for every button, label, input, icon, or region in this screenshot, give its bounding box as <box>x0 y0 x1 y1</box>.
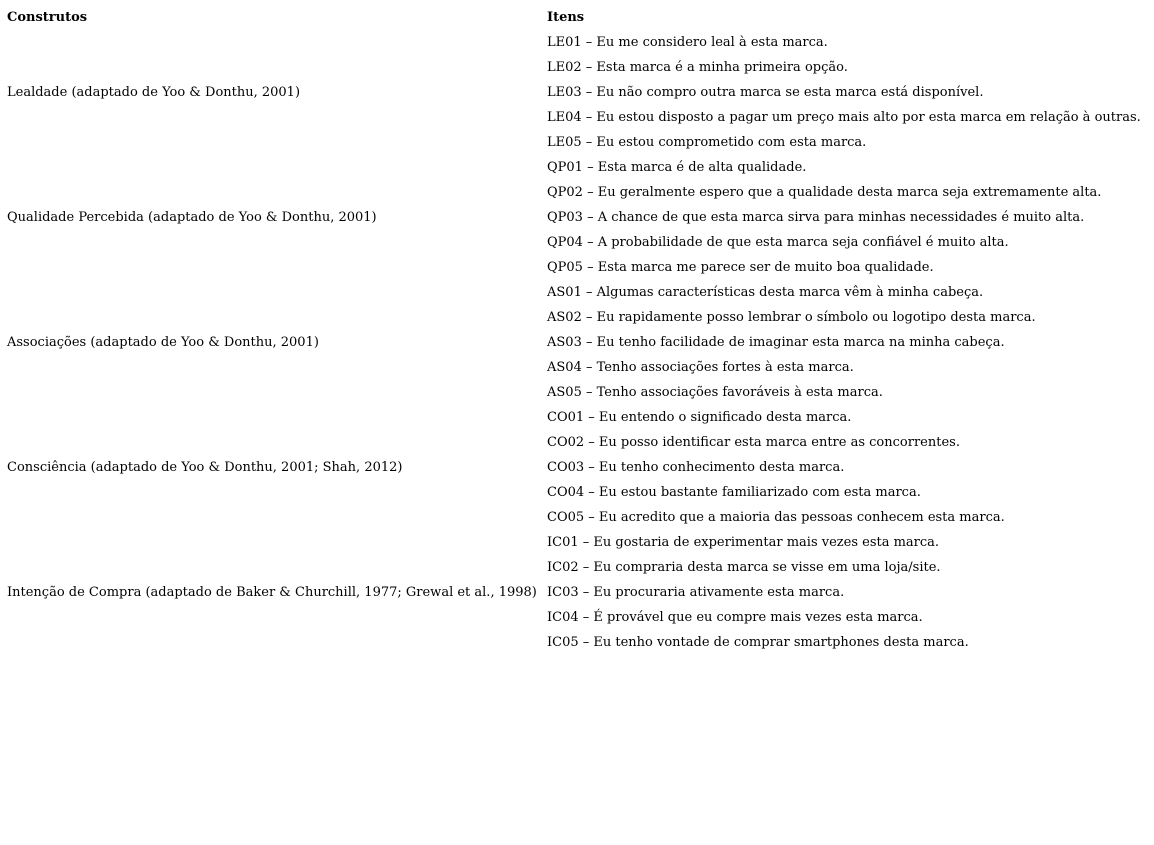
construct-label: Qualidade Percebida (adaptado de Yoo & Donthu, 2001) <box>7 210 377 225</box>
item-cell: AS01 – Algumas características desta marca vêm à minha cabeça. <box>547 285 984 300</box>
table-row <box>7 255 1152 280</box>
item-cell: IC03 – Eu procuraria ativamente esta marca. <box>547 585 845 600</box>
table-row <box>7 405 1152 430</box>
item-cell: QP03 – A chance de que esta marca sirva para minhas necessidades é muito alta. <box>547 210 1085 225</box>
table-row <box>7 505 1152 530</box>
table-row <box>7 55 1152 80</box>
item-cell: IC01 – Eu gostaria de experimentar mais vezes esta marca. <box>547 535 940 550</box>
table-row <box>7 630 1152 655</box>
item-cell: CO05 – Eu acredito que a maioria das pessoas conhecem esta marca. <box>547 510 1005 525</box>
table-row <box>7 130 1152 155</box>
table-row <box>7 555 1152 580</box>
table-row <box>7 355 1152 380</box>
table-row <box>7 30 1152 55</box>
table-row <box>7 380 1152 405</box>
table-row <box>7 155 1152 180</box>
item-cell: LE02 – Esta marca é a minha primeira opção. <box>547 60 848 75</box>
item-cell: QP04 – A probabilidade de que esta marca seja confiável é muito alta. <box>547 235 1009 250</box>
table-row <box>7 105 1152 130</box>
item-cell: CO02 – Eu posso identificar esta marca entre as concorrentes. <box>547 435 960 450</box>
item-cell: LE03 – Eu não compro outra marca se esta marca está disponível. <box>547 85 984 100</box>
item-cell: IC05 – Eu tenho vontade de comprar smartphones desta marca. <box>547 635 969 650</box>
table-row <box>7 230 1152 255</box>
construct-label: Intenção de Compra (adaptado de Baker & Churchill, 1977; Grewal et al., 1998) <box>7 585 537 600</box>
table-row <box>7 305 1152 330</box>
item-cell: QP02 – Eu geralmente espero que a qualidade desta marca seja extremamente alta. <box>547 185 1102 200</box>
item-cell: AS05 – Tenho associações favoráveis à esta marca. <box>547 385 883 400</box>
item-cell: IC04 – É provável que eu compre mais vezes esta marca. <box>547 610 923 625</box>
item-cell: QP05 – Esta marca me parece ser de muito boa qualidade. <box>547 260 934 275</box>
item-cell: QP01 – Esta marca é de alta qualidade. <box>547 160 807 175</box>
table-row <box>7 180 1152 205</box>
table-row <box>7 330 1152 355</box>
construct-label: Associações (adaptado de Yoo & Donthu, 2001) <box>7 335 319 350</box>
table-row <box>7 530 1152 555</box>
item-cell: LE01 – Eu me considero leal à esta marca. <box>547 35 828 50</box>
item-cell: IC02 – Eu compraria desta marca se visse em uma loja/site. <box>547 560 941 575</box>
table-row <box>7 580 1152 605</box>
construct-label: Lealdade (adaptado de Yoo & Donthu, 2001) <box>7 85 301 100</box>
item-cell: CO03 – Eu tenho conhecimento desta marca. <box>547 460 845 475</box>
item-cell: LE05 – Eu estou comprometido com esta marca. <box>547 135 867 150</box>
header-constructs: Construtos <box>7 10 88 25</box>
item-cell: CO04 – Eu estou bastante familiarizado com esta marca. <box>547 485 921 500</box>
table-row <box>7 480 1152 505</box>
item-cell: LE04 – Eu estou disposto a pagar um preço mais alto por esta marca em relação à outras. <box>547 110 1141 125</box>
table-row <box>7 605 1152 630</box>
item-cell: CO01 – Eu entendo o significado desta marca. <box>547 410 852 425</box>
table-row <box>7 455 1152 480</box>
constructs-table <box>7 5 1152 655</box>
table-row <box>7 280 1152 305</box>
item-cell: AS02 – Eu rapidamente posso lembrar o símbolo ou logotipo desta marca. <box>547 310 1036 325</box>
table-row <box>7 430 1152 455</box>
table-row <box>7 80 1152 105</box>
item-cell: AS03 – Eu tenho facilidade de imaginar esta marca na minha cabeça. <box>547 335 1005 350</box>
table-header <box>7 5 1152 30</box>
item-cell: AS04 – Tenho associações fortes à esta marca. <box>547 360 854 375</box>
table-row <box>7 205 1152 230</box>
construct-label: Consciência (adaptado de Yoo & Donthu, 2001; Shah, 2012) <box>7 460 403 475</box>
header-items: Itens <box>547 10 585 25</box>
